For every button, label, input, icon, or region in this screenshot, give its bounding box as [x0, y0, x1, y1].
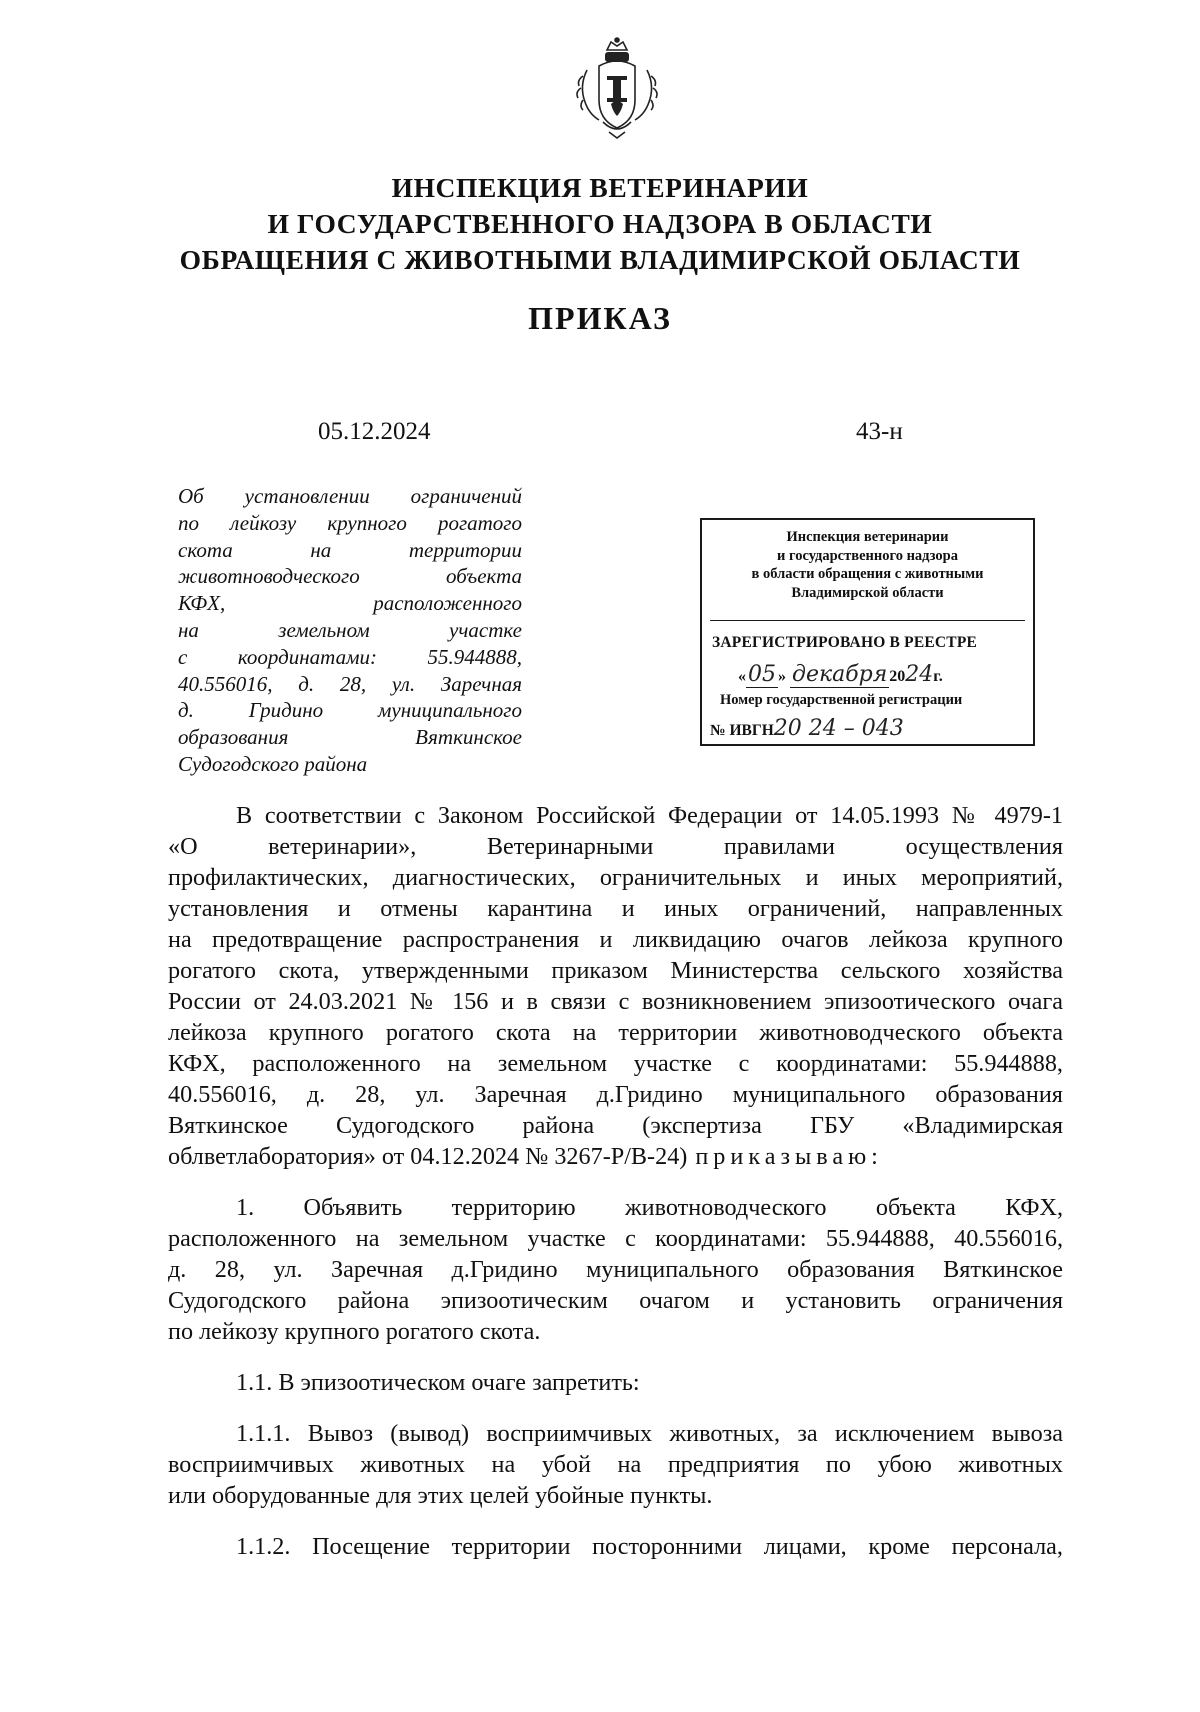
stamp-registration-date	[738, 662, 998, 688]
subject-line	[178, 483, 522, 510]
word: Заречная	[440, 671, 522, 696]
word: установления	[168, 895, 309, 922]
word: 55.944888,	[954, 1050, 1063, 1077]
word: Судогодского	[168, 1287, 307, 1314]
body-line	[168, 986, 1063, 1017]
word: Посещение	[312, 1533, 430, 1560]
word: образования	[178, 725, 289, 750]
word: на	[310, 537, 332, 562]
stamp-reg-number-label: Номер государственной регистрации	[720, 692, 963, 708]
word: с	[178, 644, 188, 669]
document-type: ПРИКАЗ	[528, 300, 672, 336]
word: Гридино	[248, 698, 324, 723]
item-1-1: 1.1. В эпизоотическом очаге запретить:	[236, 1369, 640, 1396]
body-line	[168, 1449, 1063, 1480]
word: 40.556016,	[168, 1081, 277, 1108]
subject-line	[178, 644, 522, 671]
word: ограничений,	[747, 895, 887, 922]
word: 40.556016,	[178, 671, 273, 696]
text-segment: профилактических, диагностических, ограничительных и иных мероприятий,	[168, 864, 1063, 891]
word: расположенного	[252, 1050, 421, 1077]
word: на	[447, 1050, 472, 1077]
word: Заречная	[331, 1256, 424, 1283]
word: ограничений	[410, 484, 522, 508]
subject-line: Судогодского района	[178, 751, 368, 776]
word: муниципального	[378, 698, 522, 723]
word: объекта	[875, 1194, 956, 1221]
word: рогатого	[437, 510, 522, 535]
word: 28,	[339, 671, 367, 696]
word: установить	[785, 1287, 901, 1314]
word: на	[491, 1451, 516, 1478]
word: д.Гридино	[596, 1081, 703, 1108]
word: посторонними	[592, 1533, 743, 1560]
word: (экспертиза	[642, 1112, 762, 1139]
paragraph-gap	[168, 1347, 1063, 1367]
word: участке	[633, 1050, 712, 1077]
word: персонала,	[951, 1533, 1063, 1560]
word: объекта	[446, 564, 522, 589]
body-line	[168, 1254, 1063, 1285]
word: убою	[877, 1451, 932, 1478]
word: участке	[449, 617, 522, 642]
subject-line	[178, 590, 522, 617]
body-line	[168, 1079, 1063, 1110]
body-line	[168, 1110, 1063, 1141]
stamp-reg-number	[710, 716, 904, 741]
word: КФХ,	[168, 1050, 226, 1077]
word: района	[337, 1287, 410, 1314]
word: образования	[787, 1256, 915, 1283]
word: и	[741, 1287, 755, 1314]
org-line-2: И ГОСУДАРСТВЕННОГО НАДЗОРА В ОБЛАСТИ	[267, 208, 933, 239]
word: Ветеринарными	[486, 833, 654, 860]
word: «Владимирская	[902, 1112, 1063, 1139]
word: Об	[178, 484, 204, 508]
word: карантина	[487, 895, 593, 922]
body-line	[168, 924, 1063, 955]
stamp-head-line: Владимирской области	[791, 584, 944, 601]
text-segment: облветлаборатория» от 04.12.2024 № 3267-Р/В-24)	[168, 1143, 688, 1170]
text-segment: России от 24.03.2021 № 156 и в связи с возникновением эпизоотического очага	[168, 988, 1063, 1015]
word: 55.944888,	[427, 644, 522, 669]
word: территории	[451, 1533, 571, 1560]
text-segment: В соответствии с Законом Российской Федерации от 14.05.1993 № 4979-1	[236, 802, 1063, 829]
stamp-head-line: и государственного надзора	[777, 547, 958, 564]
word: КФХ,	[178, 591, 226, 616]
stamp-date-suffix: г.	[933, 668, 943, 685]
body-line	[168, 893, 1063, 924]
subject-line	[178, 724, 522, 751]
stamp-reg-value: 20 24 – 043	[773, 716, 904, 741]
word: координатами:	[237, 644, 377, 669]
word: КФХ,	[1005, 1194, 1063, 1221]
word: правилами	[723, 833, 836, 860]
stamp-date-month: декабря	[792, 662, 888, 687]
word: д.	[306, 1081, 326, 1108]
document-date: 05.12.2024	[318, 418, 431, 445]
stamp-date-day: 05	[748, 662, 776, 687]
body-line	[168, 1223, 1063, 1254]
subject-line	[178, 671, 522, 698]
word: д.	[168, 1256, 187, 1283]
word: Объявить	[303, 1194, 403, 1221]
word: очагом	[639, 1287, 710, 1314]
stamp-date-close: »	[778, 668, 786, 685]
word: земельном	[497, 1050, 608, 1077]
paragraph-gap	[168, 1398, 1063, 1418]
coat-of-arms-emblem	[573, 36, 661, 140]
subject-line	[178, 510, 522, 537]
paragraph-gap	[168, 1172, 1063, 1192]
text-segment: рогатого скота, утвержденными приказом Министерства сельского хозяйства	[168, 957, 1063, 984]
subject-line	[178, 563, 522, 590]
body-line	[168, 955, 1063, 986]
word: Судогодского	[336, 1112, 475, 1139]
organization-header	[120, 170, 1080, 278]
document-number: 43-н	[856, 418, 903, 445]
word: Вяткинское	[943, 1256, 1063, 1283]
word: территории	[408, 537, 522, 562]
subject-line	[178, 537, 522, 564]
word: лицами,	[763, 1533, 847, 1560]
stamp-organization	[702, 520, 1033, 606]
word: «О	[168, 833, 198, 860]
word: и	[621, 895, 635, 922]
body-line: или оборудованные для этих целей убойные пункты.	[168, 1482, 713, 1509]
word: по	[825, 1451, 851, 1478]
word: Вяткинское	[415, 725, 522, 750]
subject-line	[178, 617, 522, 644]
registration-stamp	[700, 518, 1035, 746]
word: скота	[178, 537, 233, 562]
item-1-1-2	[168, 1531, 1063, 1562]
word: территорию	[451, 1194, 576, 1221]
word: животноводческого	[624, 1194, 827, 1221]
stamp-registered-label: ЗАРЕГИСТРИРОВАНО В РЕЕСТРЕ	[712, 634, 978, 651]
word: ул.	[273, 1256, 303, 1283]
body-line	[168, 1141, 1063, 1172]
word: 1.	[236, 1194, 255, 1221]
word: ул.	[391, 671, 416, 696]
word: ветеринарии»,	[268, 833, 417, 860]
word: установлении	[244, 484, 370, 508]
stamp-date-year: 24	[905, 662, 934, 687]
body-line	[168, 1285, 1063, 1316]
word: муниципального	[586, 1256, 759, 1283]
word: 28,	[355, 1081, 386, 1108]
word: района	[522, 1112, 595, 1139]
order-body	[168, 800, 1063, 1562]
word: восприимчивых	[168, 1451, 334, 1478]
word: координатами:	[776, 1050, 928, 1077]
stamp-date-year-prefix: 20	[889, 668, 906, 685]
word: ГБУ	[810, 1112, 855, 1139]
word: д.	[298, 671, 315, 696]
stamp-reg-prefix: № ИВГН	[710, 722, 774, 739]
word: отмены	[380, 895, 458, 922]
word: животных	[360, 1451, 465, 1478]
word: предприятия	[667, 1451, 800, 1478]
stamp-head-line: в области обращения с животными	[751, 566, 984, 582]
stamp-divider	[710, 620, 1025, 621]
word: Вяткинское	[168, 1112, 288, 1139]
word: животных	[958, 1451, 1063, 1478]
subject-block	[178, 483, 522, 778]
word: 28,	[214, 1256, 246, 1283]
word: убой	[541, 1451, 591, 1478]
word: на	[617, 1451, 642, 1478]
body-line	[168, 1017, 1063, 1048]
word: Заречная	[474, 1081, 567, 1108]
word: с	[738, 1050, 750, 1077]
paragraph-gap	[168, 1511, 1063, 1531]
word: лейкозу	[230, 510, 297, 535]
word: направленных	[915, 895, 1063, 922]
text-segment: на предотвращение распространения и ликвидацию очагов лейкоза крупного	[168, 926, 1063, 953]
word: земельном	[278, 617, 370, 642]
org-line-1: ИНСПЕКЦИЯ ВЕТЕРИНАРИИ	[391, 172, 809, 203]
text-segment: лейкоза крупного рогатого скота на территории животноводческого объекта	[168, 1019, 1063, 1046]
word: 1.1.2.	[236, 1533, 291, 1560]
word: образования	[935, 1081, 1063, 1108]
org-line-3: ОБРАЩЕНИЯ С ЖИВОТНЫМИ ВЛАДИМИРСКОЙ ОБЛАСТИ	[179, 244, 1021, 275]
text-segment: 1.1.1. Вывоз (вывод) восприимчивых животных, за исключением вывоза	[236, 1420, 1063, 1447]
word: животноводческого	[178, 564, 360, 589]
subject-line	[178, 697, 522, 724]
word: и	[337, 895, 351, 922]
word: ограничения	[932, 1287, 1063, 1314]
word: крупного	[327, 510, 407, 535]
word: осуществления	[905, 833, 1063, 860]
word: кроме	[868, 1533, 930, 1560]
body-line	[168, 1418, 1063, 1449]
body-line: по лейкозу крупного рогатого скота.	[168, 1318, 541, 1345]
body-line	[168, 1048, 1063, 1079]
order-word: приказываю:	[695, 1143, 883, 1170]
word: эпизоотическим	[440, 1287, 608, 1314]
word: на	[178, 617, 199, 642]
body-line	[168, 831, 1063, 862]
stamp-date-open: «	[738, 668, 746, 685]
text-segment: расположенного на земельном участке с координатами: 55.944888, 40.556016,	[168, 1225, 1063, 1252]
word: иных	[664, 895, 719, 922]
word: ул.	[415, 1081, 445, 1108]
stamp-head-line: Инспекция ветеринарии	[786, 529, 949, 545]
body-line	[168, 1192, 1063, 1223]
word: по	[178, 510, 199, 535]
word: муниципального	[732, 1081, 906, 1108]
word: д.Гридино	[451, 1256, 558, 1283]
word: д.	[178, 698, 194, 723]
body-line	[168, 862, 1063, 893]
word: расположенного	[373, 591, 522, 616]
body-line	[168, 800, 1063, 831]
